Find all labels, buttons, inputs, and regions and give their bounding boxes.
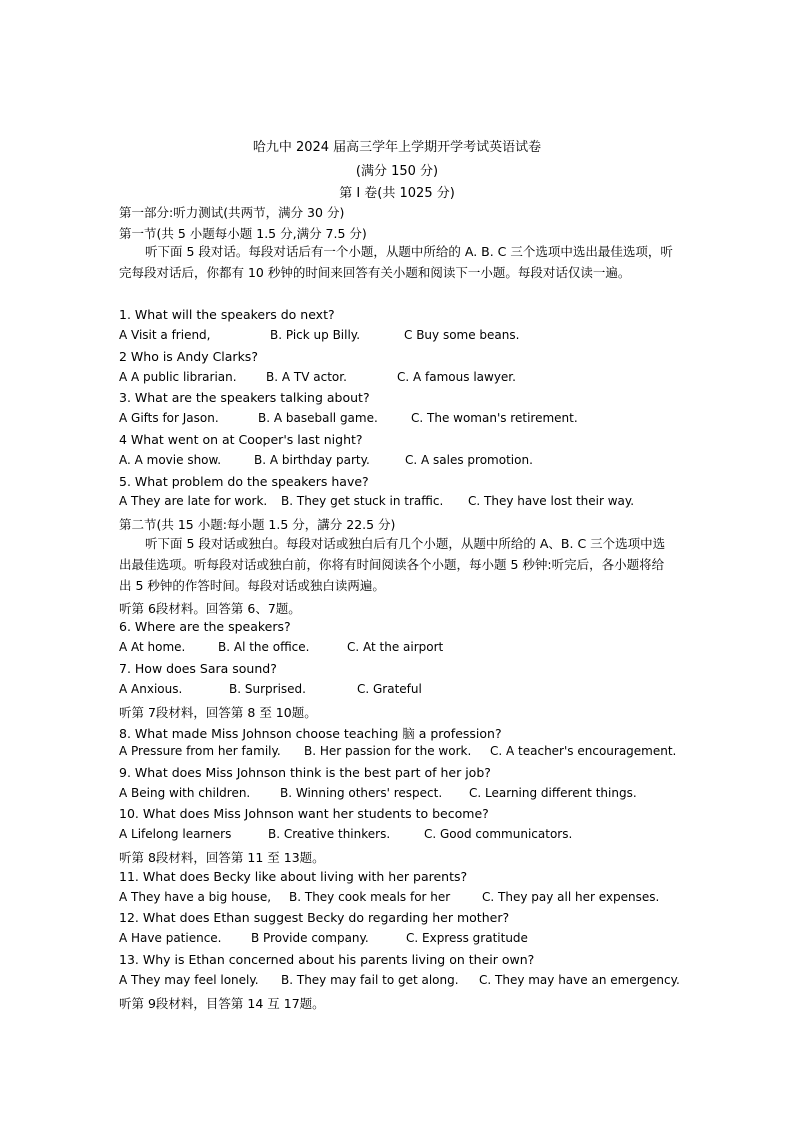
section1-instruction <box>119 241 675 283</box>
q12-option-a: A Have patience. <box>119 931 222 945</box>
question-2: 2 Who is Andy Clarks? <box>119 349 258 364</box>
note-material-9: 听第 9段材料，目答第 14 互 17题。 <box>119 996 325 1011</box>
q5-option-a: A They are late for work. <box>119 494 268 508</box>
q6-option-b: B. Al the office. <box>218 640 310 654</box>
question-6: 6. Where are the speakers? <box>119 619 291 634</box>
q5-option-c: C. They have lost their way. <box>468 494 635 508</box>
question-13: 13. Why is Ethan concerned about his parents living on their own? <box>119 952 535 967</box>
q11-option-a: A They have a big house, <box>119 890 272 904</box>
q8-option-c: C. A teacher's encouragement. <box>490 744 677 758</box>
section1-instruction-text: 听下面 5 段对话。每段对话后有一个小题，从题中所给的 A. B. C 三个选项中选出最佳选项，听完每段对话后，你都有 10 秒钟的时间来回答有关小题和阅读下一小题。每段对话仅读一遍。 <box>119 244 673 280</box>
question-5: 5. What problem do the speakers have? <box>119 474 369 489</box>
question-12: 12. What does Ethan suggest Becky do regarding her mother? <box>119 910 510 925</box>
q13-option-a: A They may feel lonely. <box>119 973 259 987</box>
q2-option-a: A A public librarian. <box>119 370 237 384</box>
note-material-7: 听第 7段材料，回答第 8 至 10题。 <box>119 705 317 720</box>
q10-option-a: A Lifelong learners <box>119 827 232 841</box>
q1-option-c: C Buy some beans. <box>404 328 520 342</box>
q9-option-a: A Being with children. <box>119 786 251 800</box>
q6-option-a: A At home. <box>119 640 186 654</box>
q7-option-c: C. Grateful <box>357 682 422 696</box>
question-10: 10. What does Miss Johnson want her students to become? <box>119 806 489 821</box>
q4-option-b: B. A birthday party. <box>254 453 370 467</box>
q7-option-b: B. Surprised. <box>229 682 306 696</box>
q4-option-c: C. A sales promotion. <box>405 453 533 467</box>
q12-option-b: B Provide company. <box>251 931 369 945</box>
note-material-6: 听第 6段材料。回答第 6、7题。 <box>119 601 301 616</box>
q11-option-b: B. They cook meals for her <box>289 890 451 904</box>
q6-option-c: C. At the airport <box>347 640 444 654</box>
part1-heading: 第一部分:听力测试(共两节，满分 30 分) <box>119 205 345 220</box>
q12-option-c: C. Express gratitude <box>406 931 528 945</box>
q2-option-c: C. A famous lawyer. <box>397 370 516 384</box>
question-11: 11. What does Becky like about living with her parents? <box>119 869 468 884</box>
question-3: 3. What are the speakers talking about? <box>119 390 370 405</box>
section2-instruction-text: 听下面 5 段对话或独白。每段对话或独白后有几个小题，从题中所给的 A、B. C 三个选项中选出最佳选项。听每段对话或独白前，你将有时间阅读各个小题，每小题 5 秒钟:听完后，各小题将给出 5 秒钟的作答时间。每段对话或独白读两遍。 <box>119 536 666 593</box>
q5-option-b: B. They get stuck in traffic. <box>281 494 444 508</box>
question-9: 9. What does Miss Johnson think is the best part of her job? <box>119 765 491 780</box>
q8-option-b: B. Her passion for the work. <box>304 744 472 758</box>
note-material-8: 听第 8段材料，回答第 11 至 13题。 <box>119 850 325 865</box>
q1-option-b: B. Pick up Billy. <box>270 328 361 342</box>
question-8: 8. What made Miss Johnson choose teaching 脑 a profession? <box>119 726 502 741</box>
section1-heading: 第一节(共 5 小题每小题 1.5 分,满分 7.5 分) <box>119 226 367 241</box>
question-1: 1. What will the speakers do next? <box>119 307 335 322</box>
q13-option-c: C. They may have an emergency. <box>479 973 680 987</box>
q9-option-b: B. Winning others' respect. <box>280 786 443 800</box>
section2-instruction <box>119 533 675 596</box>
section2-heading: 第二节(共 15 小题:每小题 1.5 分，講分 22.5 分) <box>119 517 396 532</box>
total-score: (满分 150 分) <box>355 164 439 179</box>
exam-title: 哈九中 2024 届高三学年上学期开学考试英语试卷 <box>252 140 542 155</box>
q7-option-a: A Anxious. <box>119 682 183 696</box>
question-4: 4 What went on at Cooper's last night? <box>119 432 363 447</box>
q1-option-a: A Visit a friend, <box>119 328 211 342</box>
q10-option-b: B. Creative thinkers. <box>268 827 391 841</box>
q3-option-b: B. A baseball game. <box>258 411 378 425</box>
q8-option-a: A Pressure from her family. <box>119 744 281 758</box>
q2-option-b: B. A TV actor. <box>266 370 347 384</box>
q10-option-c: C. Good communicators. <box>424 827 573 841</box>
q9-option-c: C. Learning different things. <box>469 786 637 800</box>
q3-option-c: C. The woman's retirement. <box>411 411 578 425</box>
question-7: 7. How does Sara sound? <box>119 661 277 676</box>
volume-heading: 第 I 卷(共 1025 分) <box>339 186 455 201</box>
q11-option-c: C. They pay all her expenses. <box>482 890 660 904</box>
q4-option-a: A. A movie show. <box>119 453 222 467</box>
q13-option-b: B. They may fail to get along. <box>281 973 459 987</box>
q3-option-a: A Gifts for Jason. <box>119 411 219 425</box>
